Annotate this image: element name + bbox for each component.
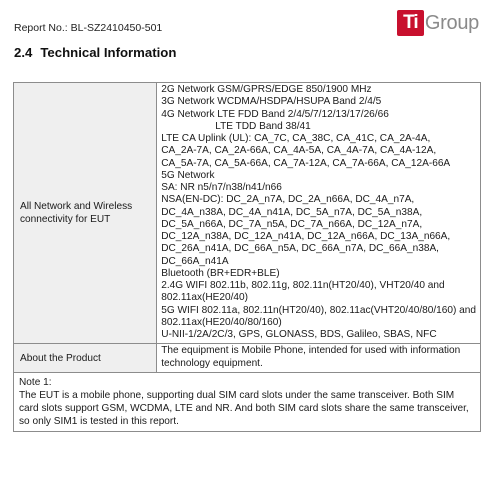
tigroup-logo bbox=[397, 10, 479, 36]
spec-line: 3G Network WCDMA/HSDPA/HSUPA Band 2/4/5 bbox=[161, 96, 382, 108]
logo-mark-icon: Ti bbox=[397, 10, 424, 36]
note-text: The EUT is a mobile phone, supporting dual SIM card slots under the same transceiver. Both SIM card slots support GSM, WCDMA, LTE and NR. And both SIM card slots share the same transceiver, so only SIM1 is tested in this report. bbox=[19, 389, 469, 427]
section-title-text: Technical Information bbox=[40, 45, 177, 60]
note-heading: Note 1: bbox=[19, 376, 52, 388]
technical-info-table bbox=[13, 82, 481, 432]
section-number: 2.4 bbox=[14, 45, 33, 60]
spec-line: 802.11ax(HE20/40/80/160) bbox=[161, 316, 282, 328]
table-row bbox=[14, 83, 481, 344]
spec-line: 2G Network GSM/GPRS/EDGE 850/1900 MHz bbox=[161, 84, 372, 95]
report-number: Report No.: BL-SZ2410450-501 bbox=[14, 22, 163, 34]
spec-line: 2.4G WIFI 802.11b, 802.11g, 802.11n(HT20/40), VHT20/40 and bbox=[161, 280, 445, 291]
product-line: technology equipment. bbox=[161, 357, 263, 369]
spec-line: DC_5A_n66A, DC_7A_n5A, DC_7A_n66A, DC_12A_n7A, bbox=[161, 218, 423, 230]
spec-line: DC_66A_n41A bbox=[161, 255, 229, 267]
spec-line: 4G Network LTE FDD Band 2/4/5/7/12/13/17/26/66 bbox=[161, 108, 389, 120]
product-line: The equipment is Mobile Phone, intended for used with information bbox=[161, 345, 461, 357]
note-cell bbox=[14, 372, 481, 431]
spec-line: U-NII-1/2A/2C/3, GPS, GLONASS, BDS, Galileo, SBAS, NFC bbox=[161, 329, 437, 340]
spec-line: 5G Network bbox=[161, 169, 215, 181]
table-row bbox=[14, 344, 481, 373]
spec-line: SA: NR n5/n7/n38/n41/n66 bbox=[161, 182, 282, 193]
spec-line: NSA(EN-DC): DC_2A_n7A, DC_2A_n66A, DC_4A_n7A, bbox=[161, 194, 415, 206]
row-value-network bbox=[157, 83, 481, 344]
spec-line: DC_12A_n38A, DC_12A_n41A, DC_12A_n66A, DC_13A_n66A, bbox=[161, 231, 451, 242]
spec-line: Bluetooth (BR+EDR+BLE) bbox=[161, 267, 280, 279]
row-label-network: All Network and Wireless connectivity for EUT bbox=[14, 83, 157, 344]
spec-line: CA_5A-7A, CA_5A-66A, CA_7A-12A, CA_7A-66A, CA_12A-66A bbox=[161, 157, 451, 169]
spec-line: DC_26A_n41A, DC_66A_n5A, DC_66A_n7A, DC_66A_n38A, bbox=[161, 243, 439, 255]
row-label-product: About the Product bbox=[14, 344, 157, 373]
spec-line: CA_2A-7A, CA_2A-66A, CA_4A-5A, CA_4A-7A, CA_4A-12A, bbox=[161, 145, 437, 157]
spec-line: 5G WIFI 802.11a, 802.11n(HT20/40), 802.11ac(VHT20/40/80/160) and bbox=[161, 304, 476, 316]
spec-line: LTE CA Uplink (UL): CA_7C, CA_38C, CA_41C, CA_2A-4A, bbox=[161, 133, 431, 144]
row-value-product bbox=[157, 344, 481, 373]
page-header bbox=[0, 0, 491, 40]
section-heading bbox=[14, 45, 176, 60]
table-row bbox=[14, 372, 481, 431]
spec-line: 802.11ax(HE20/40) bbox=[161, 292, 249, 304]
spec-line: LTE TDD Band 38/41 bbox=[215, 120, 311, 132]
spec-line: DC_4A_n38A, DC_4A_n41A, DC_5A_n7A, DC_5A_n38A, bbox=[161, 206, 423, 218]
logo-text: Group bbox=[424, 11, 479, 34]
